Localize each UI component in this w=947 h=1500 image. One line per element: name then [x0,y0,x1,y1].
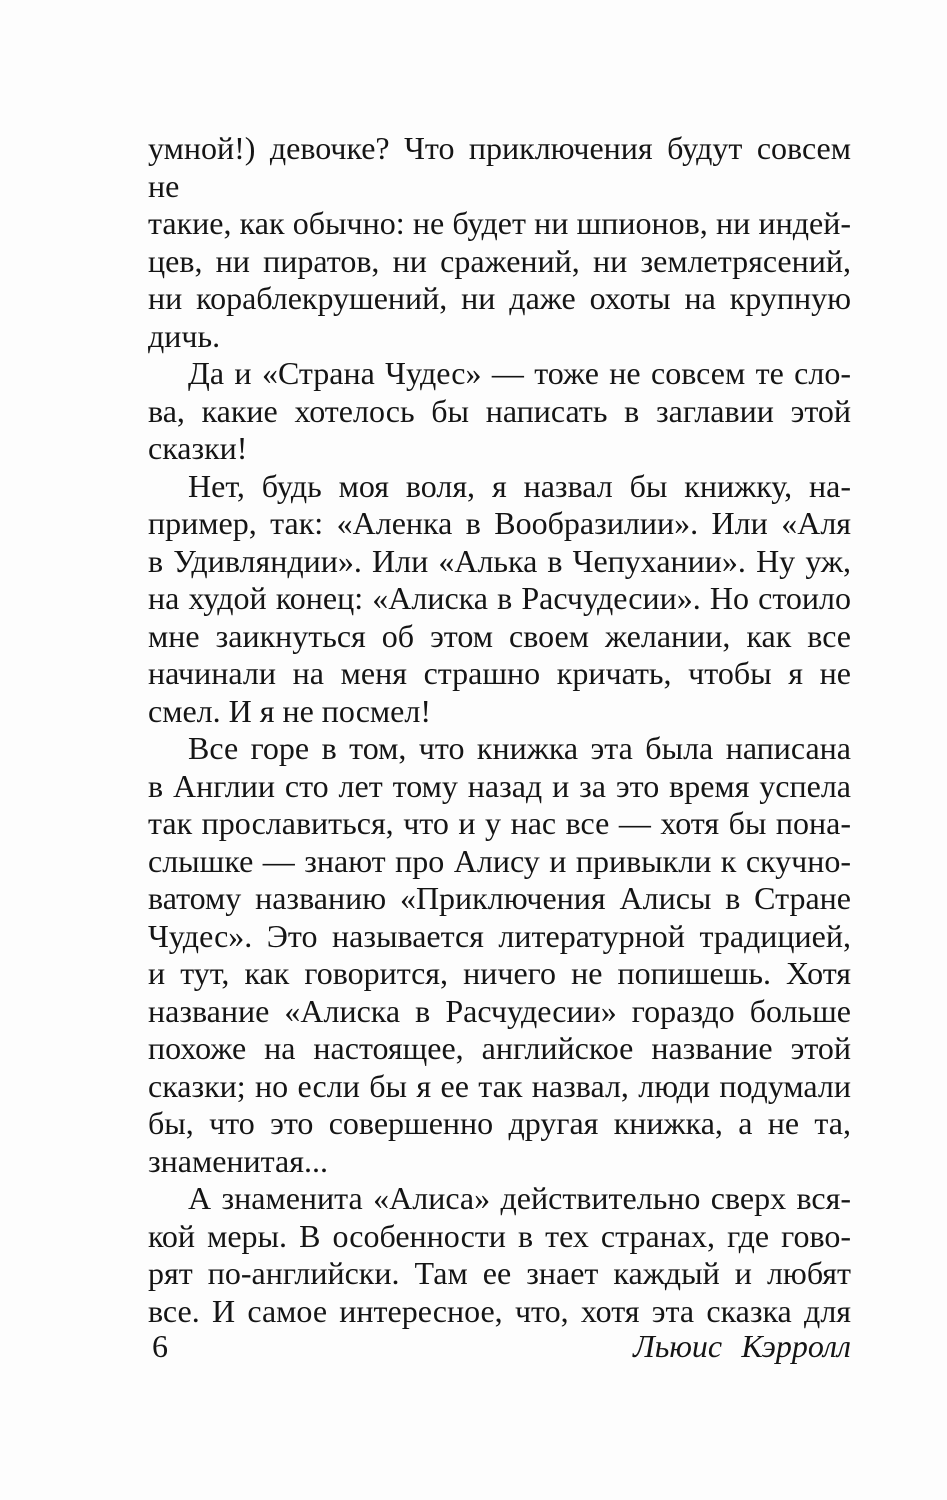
text-line: кой меры. В особенности в тех странах, где гово- [148,1217,851,1254]
text-line: Да и «Страна Чудес» — тоже не совсем те сло- [188,355,851,391]
text-line: умной!) девочке? Что приключения будут совсем не [148,130,851,204]
paragraph [148,730,851,1180]
text-line: пример, так: «Аленка в Вообразилии». Или «Аля [148,505,851,541]
text-line: в Удивляндии». Или «Алька в Чепухании». Ну уж, [148,542,851,579]
text-line: и тут, как говорится, ничего не попишешь. Хотя [148,955,851,991]
text-line: сказки; но если бы я ее так назвал, люди подумали [148,1067,851,1104]
text-line: ни кораблекрушений, ни даже охоты на крупную [148,280,851,316]
page-number: 6 [152,1328,168,1364]
paragraph [148,355,851,468]
text-line: такие, как обычно: не будет ни шпионов, ни индей- [148,205,851,241]
text-line: слышке — знают про Алису и привыкли к скучно- [148,842,851,879]
text-line: похоже на настоящее, английское название этой [148,1030,851,1066]
paragraph [148,1180,851,1330]
text-line: дичь. [148,317,221,354]
text-line: Чудес». Это называется литературной традицией, [148,917,851,954]
text-line: бы, что это совершенно другая книжка, а не та, [148,1105,851,1141]
text-line: смел. И я не посмел! [148,692,431,729]
text-line: все. И самое интересное, что, хотя эта сказка для [148,1292,851,1329]
paragraph [148,130,851,355]
text-line: начинали на меня страшно кричать, чтобы я не [148,655,851,691]
text-line: ватому названию «Приключения Алисы в Стране [148,880,851,916]
text-line: в Англии сто лет тому назад и за это время успела [148,767,851,804]
text-line: Все горе в том, что книжка эта была написана [188,730,851,766]
text-line: сказки! [148,430,248,466]
text-line: цев, ни пиратов, ни сражений, ни землетрясений, [148,242,851,279]
text-line: знаменитая... [148,1142,328,1179]
text-line: ва, какие хотелось бы написать в заглавии этой [148,392,851,429]
page-footer [148,1328,851,1366]
page-text [148,130,851,1330]
text-line: на худой конец: «Алиска в Расчудесии». Но стоило [148,580,851,616]
text-line: Нет, будь моя воля, я назвал бы книжку, на- [188,467,851,504]
text-line: мне заикнуться об этом своем желании, как все [148,617,851,654]
text-line: так прославиться, что и у нас все — хотя бы пона- [148,805,851,841]
paragraph [148,468,851,731]
text-line: рят по-английски. Там ее знает каждый и любят [148,1255,851,1291]
running-title-author: Льюис Кэрролл [633,1328,851,1364]
text-line: название «Алиска в Расчудесии» гораздо больше [148,992,851,1029]
text-line: А знаменита «Алиса» действительно сверх вся- [188,1180,851,1216]
